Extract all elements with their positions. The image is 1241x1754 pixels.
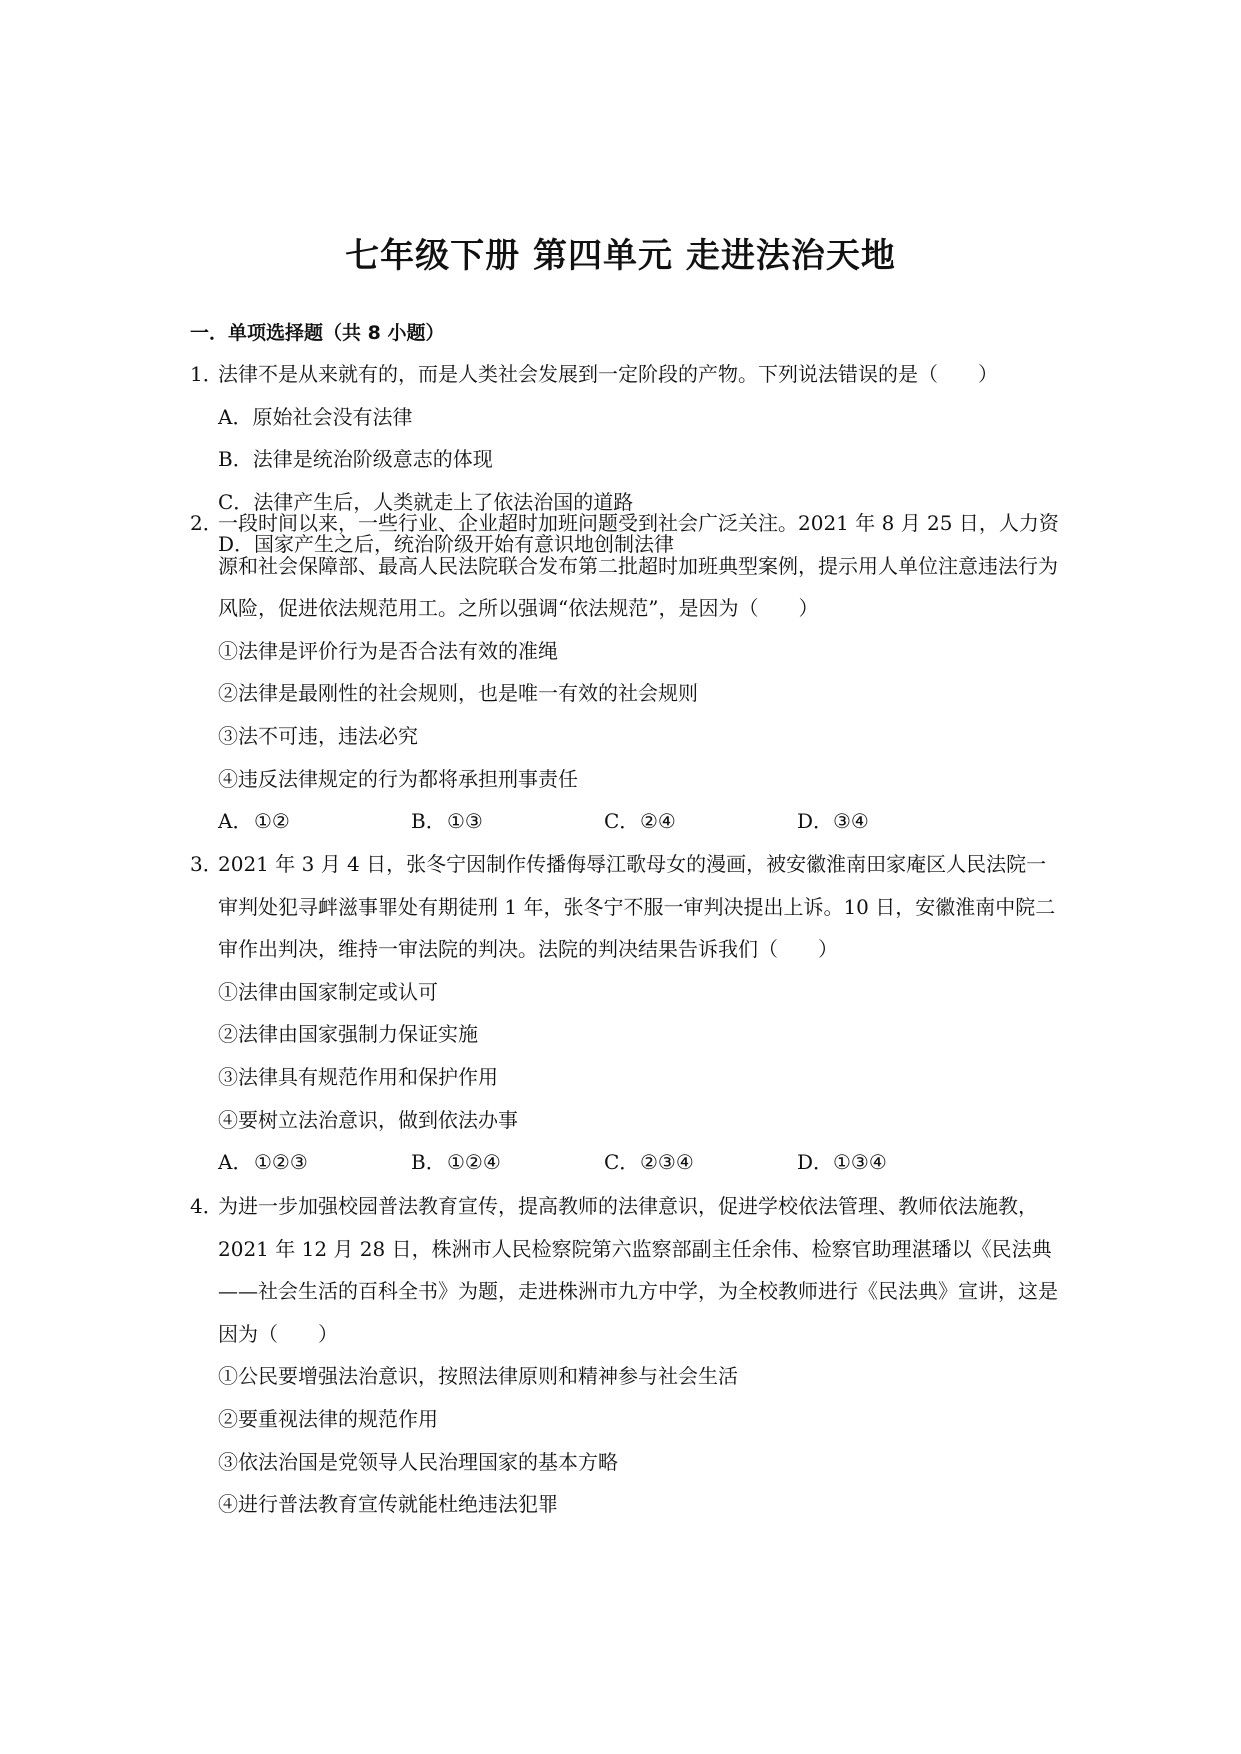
statement-3: ③法律具有规范作用和保护作用: [218, 1064, 498, 1089]
statement-2: ②法律是最刚性的社会规则，也是唯一有效的社会规则: [218, 681, 698, 706]
question-text: 2021 年 3 月 4 日，张冬宁因制作传播侮辱江歌母女的漫画，被安徽淮南田家庵区人民法院一审判处犯寻衅滋事罪处有期徒刑 1 年，张冬宁不服一审判决提出上诉。10 日，安徽淮南中院二审作出判决，维持一审法院的判决。法院的判决结果告诉我们（ ）: [218, 852, 1056, 962]
question-3: [190, 843, 1060, 1184]
question-number: 2．: [190, 511, 223, 535]
question-text: 法律不是从来就有的，而是人类社会发展到一定阶段的产物。下列说法错误的是（ ）: [218, 362, 998, 386]
question-number: 1．: [190, 362, 223, 386]
choice-d: D．①③④: [797, 1150, 887, 1175]
question-stem: [190, 502, 1060, 630]
choice-c: C．②④: [604, 809, 676, 834]
question-stem: [190, 353, 1060, 396]
question-stem: [190, 1185, 1060, 1355]
question-stem: [190, 843, 1060, 971]
answer-choices: [190, 800, 1060, 843]
statement-2: ②法律由国家强制力保证实施: [218, 1022, 478, 1047]
option-c: C．法律产生后，人类就走上了依法治国的道路: [218, 489, 634, 514]
document-title: 七年级下册 第四单元 走进法治天地: [345, 236, 896, 276]
question-text: 一段时间以来，一些行业、企业超时加班问题受到社会广泛关注。2021 年 8 月 25 日，人力资源和社会保障部、最高人民法院联合发布第二批超时加班典型案例，提示用人单位注意违法行为风险，促进依法规范用工。之所以强调“依法规范”，是因为（ ）: [218, 511, 1059, 621]
question-number: 4．: [190, 1194, 223, 1218]
statement-1: ①法律由国家制定或认可: [218, 979, 438, 1004]
statement-3: ③依法治国是党领导人民治理国家的基本方略: [218, 1449, 618, 1474]
choice-d: D．③④: [797, 809, 869, 834]
statement-2: ②要重视法律的规范作用: [218, 1406, 438, 1431]
statement-1: ①公民要增强法治意识，按照法律原则和精神参与社会生活: [218, 1364, 738, 1389]
option-d: D．国家产生之后，统治阶级开始有意识地创制法律: [218, 532, 675, 557]
option-a: A．原始社会没有法律: [218, 404, 413, 429]
question-2: [190, 502, 1060, 843]
choice-c: C．②③④: [604, 1150, 694, 1175]
question-number: 3．: [190, 852, 223, 876]
question-4: [190, 1185, 1060, 1526]
answer-choices: [190, 1141, 1060, 1184]
choice-b: B．①③: [411, 809, 483, 834]
choice-a: A．①②③: [218, 1150, 308, 1175]
section-heading: 一．单项选择题（共 8 小题）: [190, 322, 445, 344]
choice-b: B．①②④: [411, 1150, 501, 1175]
statement-4: ④违反法律规定的行为都将承担刑事责任: [218, 766, 578, 791]
statement-4: ④要树立法治意识，做到依法办事: [218, 1107, 518, 1132]
question-text: 为进一步加强校园普法教育宣传，提高教师的法律意识，促进学校依法管理、教师依法施教，2021 年 12 月 28 日，株洲市人民检察院第六监察部副主任余伟、检察官助理湛璠以《民法典——社会生活的百科全书》为题，走进株洲市九方中学，为全校教师进行《民法典》宣讲，这是因为（ ）: [218, 1194, 1058, 1346]
statement-4: ④进行普法教育宣传就能杜绝违法犯罪: [218, 1492, 558, 1517]
option-b: B．法律是统治阶级意志的体现: [218, 447, 493, 472]
choice-a: A．①②: [218, 809, 290, 834]
statement-1: ①法律是评价行为是否合法有效的准绳: [218, 638, 558, 663]
statement-3: ③法不可违，违法必究: [218, 723, 418, 748]
